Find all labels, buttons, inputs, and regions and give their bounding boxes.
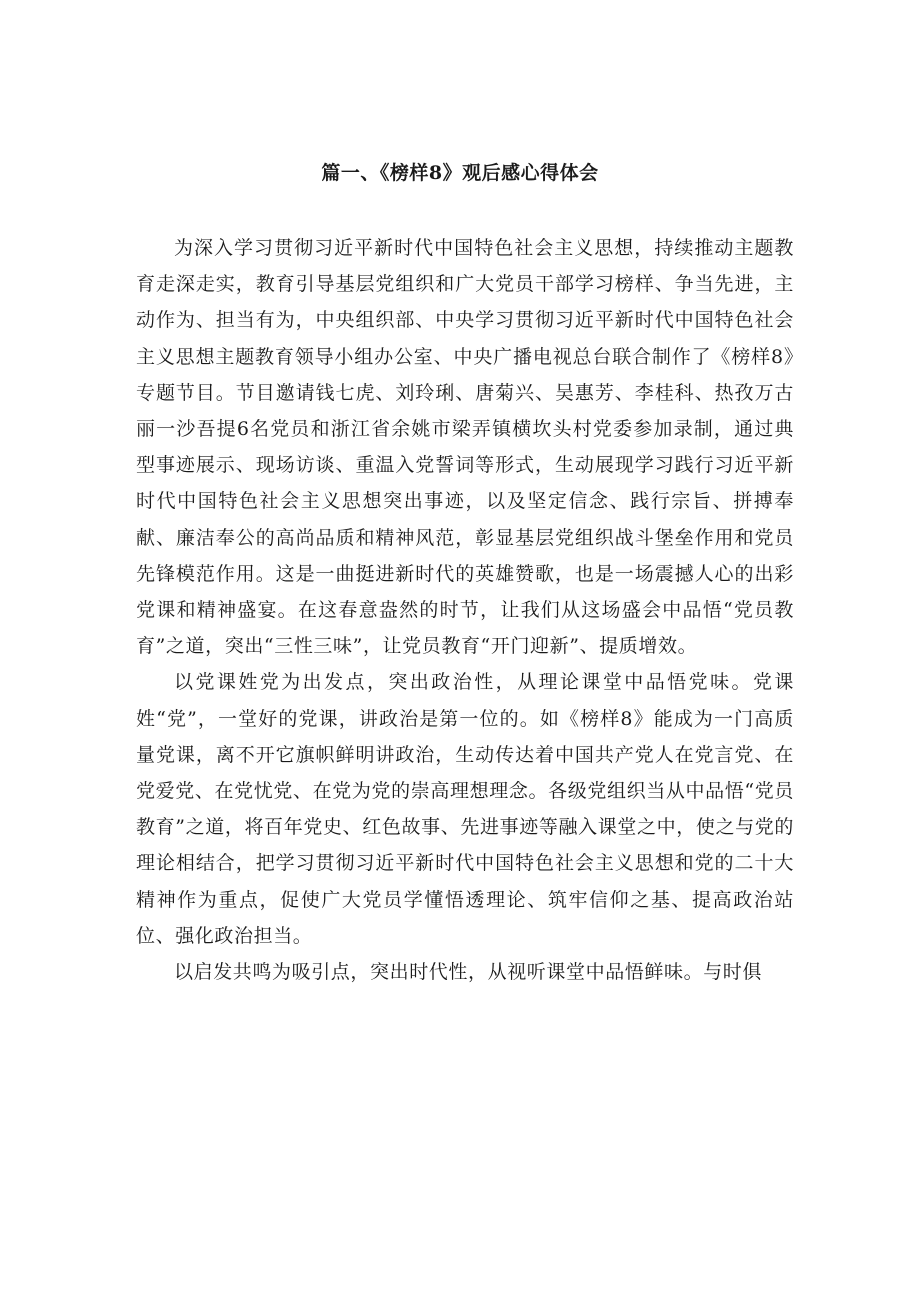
- paragraph-3: 以启发共鸣为吸引点，突出时代性，从视听课堂中品悟鲜味。与时俱: [174, 961, 763, 984]
- paragraph-2: 以党课姓党为出发点，突出政治性，从理论课堂中品悟党味。党课姓“党”，一堂好的党课，讲政治是第一位的。如《榜样8》能成为一门高质量党课，离不开它旗帜鲜明讲政治，生动传达着中国共产党人在党言党、在党爱党、在党忧党、在党为党的崇高理想理念。各级党组织当从中品悟“党员教育”之道，将百年党史、红色故事、先进事迹等融入课堂之中，使之与党的理论相结合，把学习贯彻习近平新时代中国特色社会主义思想和党的二十大精神作为重点，促使广大党员学懂悟透理论、筑牢信仰之基、提高政治站位、强化政治担当。: [136, 671, 794, 947]
- document-body: [136, 230, 794, 990]
- document-title: 篇一、《榜样8》观后感心得体会: [321, 162, 599, 184]
- paragraph-1: 为深入学习贯彻习近平新时代中国特色社会主义思想，持续推动主题教育走深走实，教育引导基层党组织和广大党员干部学习榜样、争当先进，主动作为、担当有为，中央组织部、中央学习贯彻习近平新时代中国特色社会主义思想主题教育领导小组办公室、中央广播电视总台联合制作了《榜样8》专题节目。节目邀请钱七虎、刘玲琍、唐菊兴、吴惠芳、李桂科、热孜万古丽一沙吾提6名党员和浙江省余姚市梁弄镇横坎头村党委参加录制，通过典型事迹展示、现场访谈、重温入党誓词等形式，生动展现学习践行习近平新时代中国特色社会主义思想突出事迹，以及坚定信念、践行宗旨、拼搏奉献、廉洁奉公的高尚品质和精神风范，彰显基层党组织战斗堡垒作用和党员先锋模范作用。这是一曲挺进新时代的英雄赞歌，也是一场震撼人心的出彩党课和精神盛宴。在这春意盎然的时节，让我们从这场盛会中品悟“党员教育”之道，突出“三性三味”，让党员教育“开门迎新”、提质增效。: [136, 237, 794, 658]
